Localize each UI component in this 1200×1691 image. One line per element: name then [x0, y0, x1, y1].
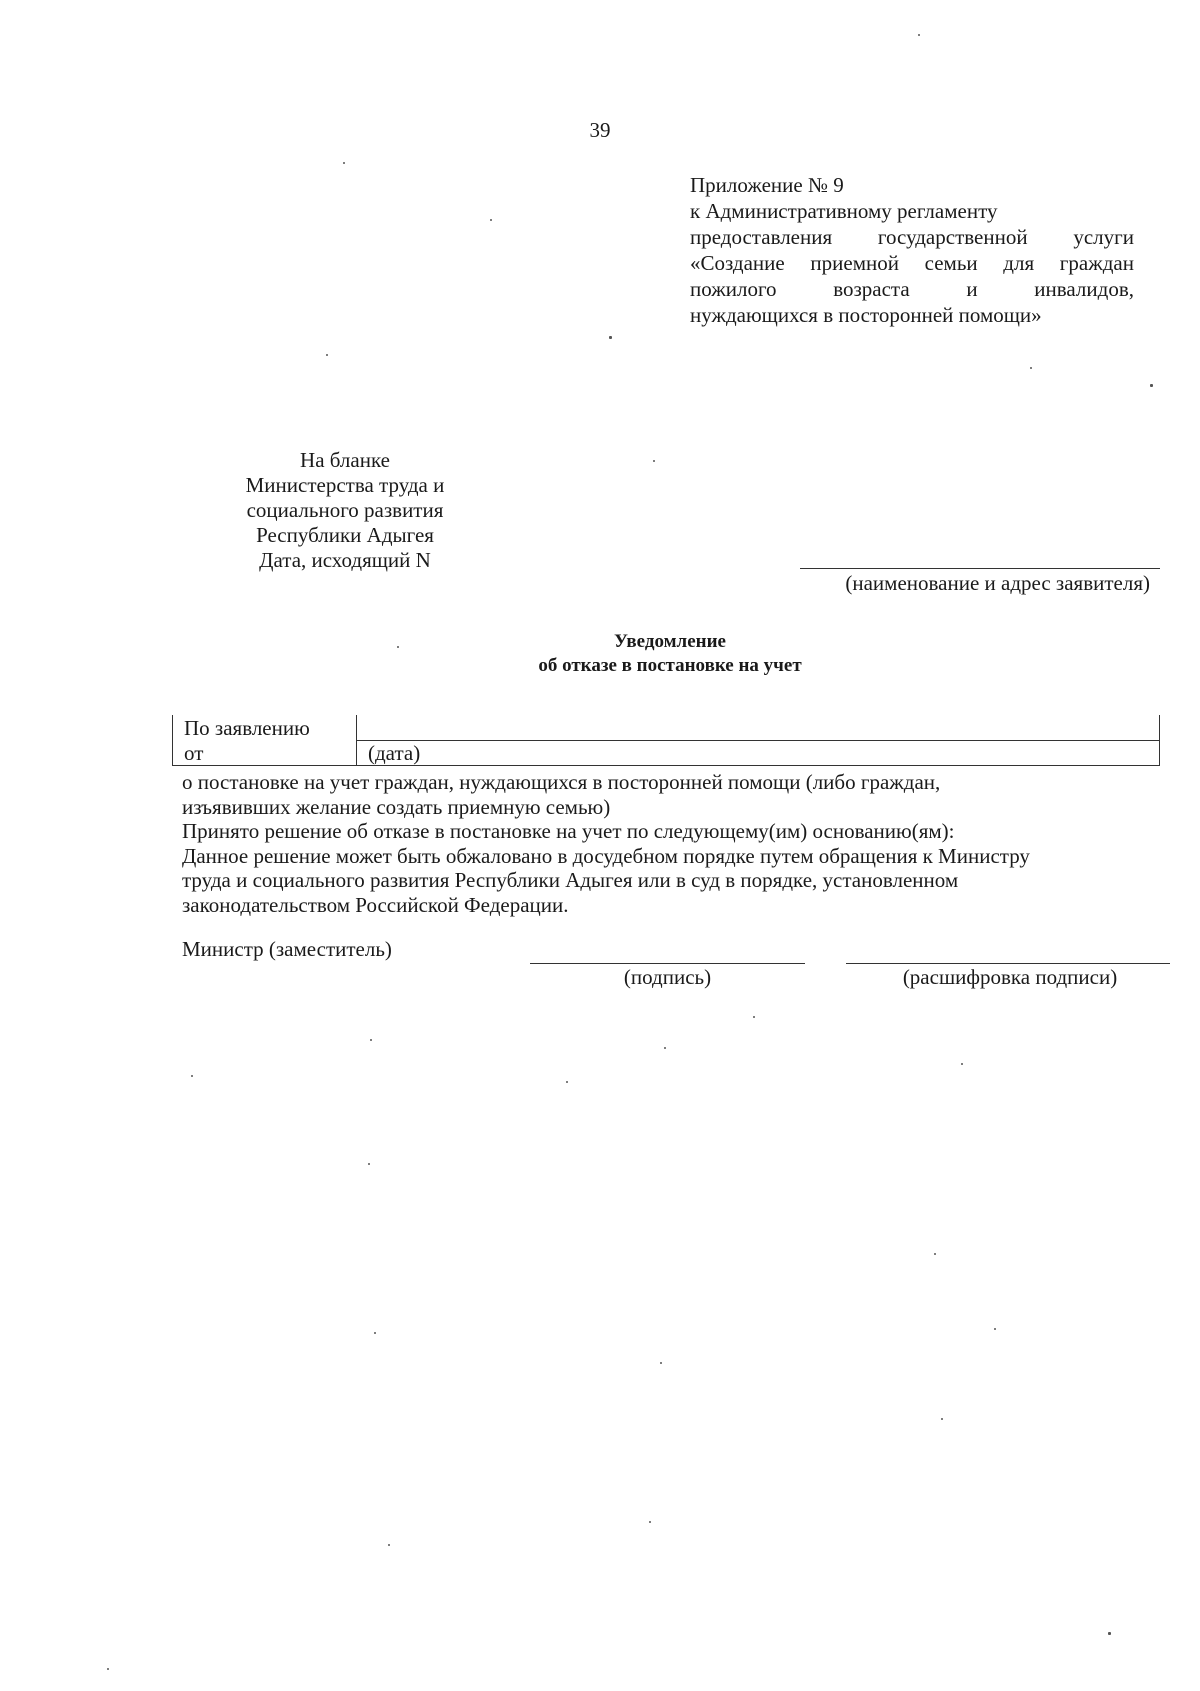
- appendix-line: предоставления государственной услуги: [690, 225, 1134, 249]
- title-line-1: Уведомление: [614, 631, 726, 652]
- scan-speck: [649, 1521, 651, 1523]
- appendix-line: Приложение № 9: [690, 173, 844, 197]
- letterhead-line: Дата, исходящий N: [259, 548, 431, 572]
- table-mid-line: [356, 740, 1160, 741]
- scan-speck: [653, 460, 655, 462]
- letterhead-line: социального развития: [246, 498, 444, 522]
- applicant-underline: [800, 568, 1160, 569]
- letterhead-line: Министерства труда и: [245, 473, 445, 497]
- body-line: законодательством Российской Федерации.: [182, 892, 569, 917]
- scan-speck: [918, 34, 920, 36]
- scan-speck: [368, 1163, 370, 1165]
- appendix-line: пожилого возраста и инвалидов,: [690, 277, 1134, 301]
- scan-speck: [326, 354, 328, 356]
- appendix-line: «Создание приемной семьи для граждан: [690, 251, 1134, 275]
- body-line: Принято решение об отказе в постановке на учет по следующему(им) основанию(ям):: [182, 819, 955, 843]
- signature-underline: [530, 963, 805, 964]
- letterhead-line: На бланке: [300, 448, 390, 472]
- label-from: от: [184, 741, 204, 765]
- label-application: По заявлению: [184, 716, 310, 740]
- table-bottom-line: [172, 765, 1160, 766]
- body-line: Данное решение может быть обжаловано в досудебном порядке путем обращения к Министру: [182, 843, 1030, 868]
- applicant-caption: (наименование и адрес заявителя): [845, 571, 1150, 595]
- letterhead-line: Республики Адыгея: [256, 523, 434, 547]
- body-line: о постановке на учет граждан, нуждающихся в посторонней помощи (либо граждан,: [182, 770, 941, 794]
- scan-speck: [660, 1362, 662, 1364]
- table-border-left: [172, 715, 173, 765]
- scan-speck: [397, 646, 399, 648]
- scan-speck: [934, 1253, 936, 1255]
- scan-speck: [388, 1544, 390, 1546]
- scan-speck: [370, 1039, 372, 1041]
- date-caption: (дата): [368, 741, 421, 765]
- scan-speck: [1030, 367, 1032, 369]
- scan-speck: [374, 1332, 376, 1334]
- scan-speck: [1150, 384, 1153, 387]
- letterhead-block: [220, 448, 470, 573]
- signature-decode-caption: (расшифровка подписи): [902, 965, 1118, 989]
- scan-speck: [191, 1075, 193, 1077]
- page-number: 39: [589, 118, 611, 142]
- appendix-line: к Административному регламенту: [690, 199, 998, 223]
- signature-caption: (подпись): [623, 965, 712, 989]
- body-line: изъявивших желание создать приемную семью): [182, 794, 611, 819]
- body-line: труда и социального развития Республики Адыгея или в суд в порядке, установленном: [182, 868, 959, 892]
- document-title: [0, 630, 1200, 678]
- signature-decode-underline: [846, 963, 1170, 964]
- scan-speck: [566, 1081, 568, 1083]
- scan-speck: [961, 1063, 963, 1065]
- scan-speck: [490, 219, 492, 221]
- scan-speck: [753, 1016, 755, 1018]
- scan-speck: [994, 1328, 996, 1330]
- scan-speck: [343, 162, 345, 164]
- scan-speck: [609, 336, 612, 339]
- notice-body: [182, 770, 1142, 917]
- appendix-header: [690, 172, 1134, 328]
- scan-speck: [664, 1047, 666, 1049]
- title-line-2: об отказе в постановке на учет: [538, 655, 802, 676]
- scan-speck: [1108, 1632, 1111, 1635]
- application-form-table: [172, 715, 1160, 765]
- appendix-line: нуждающихся в посторонней помощи»: [690, 303, 1042, 327]
- scan-speck: [941, 1418, 943, 1420]
- signer-title: Министр (заместитель): [182, 937, 392, 961]
- scan-speck: [107, 1668, 109, 1670]
